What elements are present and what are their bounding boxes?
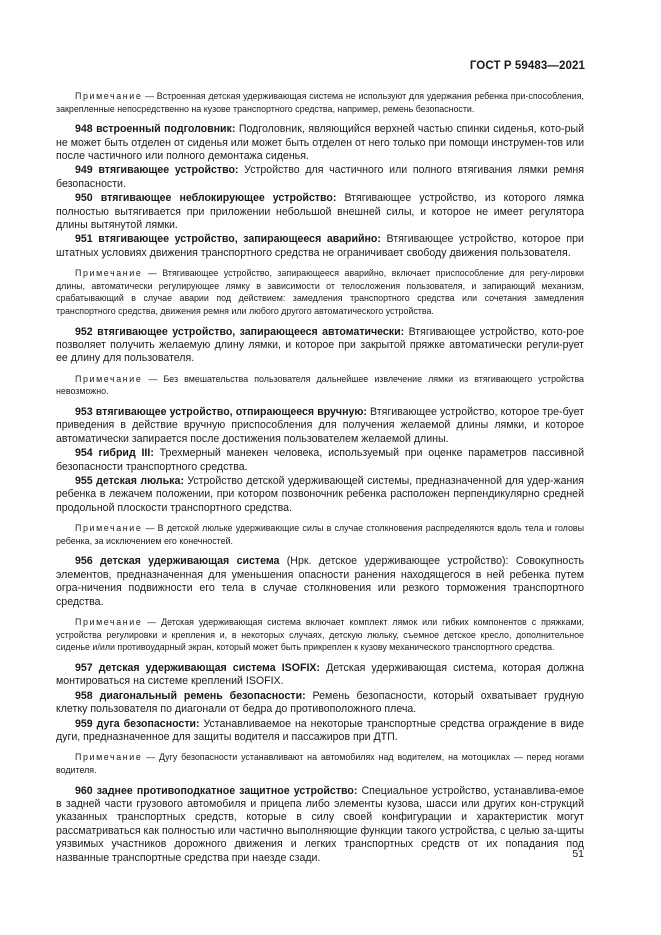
note-label: Примечание [75,523,143,534]
term-title: 949 втягивающее устройство: [75,164,239,177]
term-definition: Ремень безопасности, который охватывает грудную клетку пользователя по диагонали от бедра до противоположного плеча. [56,689,585,716]
note-paragraph [56,751,584,776]
term-entry-954 [56,447,584,474]
note-text: — Без вмешательства пользователя дальнейшее извлечение лямки из втягивающего устройства невозможно. [56,373,584,397]
term-title: 952 втягивающее устройство, запирающееся автоматически: [75,325,405,338]
term-definition: Устройство для частичного или полного втягивания лямки ремня безопасности. [56,164,584,190]
term-definition: Детская удерживающая система, которая должна монтироваться на системе креплений ISOFIX. [56,661,584,688]
term-entry-960 [56,785,584,865]
note-label: Примечание [75,91,143,101]
document-body [56,90,584,866]
term-entry-952 [56,326,584,366]
note-label: Примечание [75,617,143,628]
term-entry-951 [56,233,584,260]
term-definition: Устанавливаемое на некоторые транспортные средства ограждение в виде дуги, предназначенное для защиты водителя и пассажиров при ДТП. [56,717,584,743]
term-title: 948 встроенный подголовник: [75,123,236,136]
term-title: 950 втягивающее неблокирующее устройство: [75,192,337,205]
term-entry-950 [56,192,584,232]
term-title: 960 заднее противоподкатное защитное устройство: [75,784,358,797]
note-text: — Дугу безопасности устанавливают на автомобилях над водителем, на мотоциклах — перед ногами водителя. [56,752,584,775]
term-title: 958 диагональный ремень безопасности: [75,689,306,702]
term-definition: Устройство детской удерживающей системы, предназначенной для удер-жания ребенка в лежачем положении, при котором позвоночник ребенка расположен перпендикулярно средней продольной плоскости транспортного средства. [56,475,584,514]
note-paragraph [56,267,584,317]
term-entry-953 [56,406,584,446]
note-paragraph [56,90,584,115]
term-definition: Втягивающее устройство, которое тре-бует приведения в действие вручную приспособления для получения желаемой длины лямки, и которое автоматически запирается после достижения пользователем желаемой длины. [56,406,584,445]
term-title: 955 детская люлька: [75,475,184,488]
note-label: Примечание [75,752,143,763]
note-paragraph [56,522,584,547]
term-title: 951 втягивающее устройство, запирающееся аварийно: [75,233,381,246]
term-entry-956 [56,555,584,609]
note-text: — В детской люльке удерживающие силы в случае столкновения распределяются вдоль тела и головы ребенка, за исключением его конечностей. [56,523,584,546]
term-title: 956 детская удерживающая система [75,555,280,568]
term-title: 954 гибрид III: [75,447,154,460]
term-title: 959 дуга безопасности: [75,717,200,730]
note-text: — Втягивающее устройство, запирающееся аварийно, включает приспособление для регу-лировки длины, автоматически регулирующее лямку в зависимости от телосложения пользователя, и запирающий механизм, срабатывающий в случае аварии под действием: замедления транспортного средства или сочетания замедления транспортного средства, движения ремня или любого другого автоматического устройства. [56,268,584,317]
term-definition: Специальное устройство, устанавлива-емое в задней части грузового автомобиля и прицепа либо элементы кузова, шасси или других кон-струкций указанных транспортных средств, которые в силу своей конфигурации и характеристик могут рассматриваться как полностью или частично выполняющие функции такого устройства, с целью за-щиты уязвимых участников дорожного движения и легких транспортных средств от их попадания под названные транспортные средства при наезде сзади. [56,784,584,864]
note-text: — Детская удерживающая система включает комплект лямок или гибких компонентов с пряжками, устройства регулировки и крепления и, в некоторых случаях, детскую люльку, съемное детское кресло, дополнительное сиденье и/или противоударный экран, который может быть прикреплен к кузову механического транспортного средства. [56,617,584,653]
term-title: 957 детская удерживающая система ISOFIX: [75,661,320,674]
term-entry-948 [56,123,584,163]
term-definition: Втягивающее устройство, которое при штатных условиях движения транспортного средства не ограничивает свободу движения пользователя. [56,233,584,259]
term-definition: Подголовник, являющийся верхней частью спинки сиденья, кото-рый не может быть отделен от сиденья или может быть отделен от него только при помощи инструмен-тов или после частичного или полного демонтажа сиденья. [56,123,584,162]
term-entry-958 [56,690,584,717]
term-definition: (Нрк. детское удерживающее устройство): Совокупность элементов, предназначенная для уменьшения опасности ранения находящегося в ней ребенка путем огра-ничения подвижности его тела в случае столкновения или резкого торможения транспортного средства. [56,555,584,608]
standard-header: ГОСТ Р 59483—2021 [469,60,585,72]
note-text: — Встроенная детская удерживающая система не используют для удержания ребенка при-способления, закрепленные непосредственно на кузове транспортного средства, например, ремень безопасности. [56,91,584,114]
term-entry-949 [56,164,584,191]
term-definition: Втягивающее устройство, из которого лямка полностью вытягивается при приложении небольшой внешней силы, и которое не имеет регулятора длины вытянутой лямки. [56,192,584,232]
term-definition: Трехмерный манекен человека, используемый при оценке параметров пассивной безопасности транспортного средства. [56,447,584,473]
note-paragraph [56,616,584,654]
page-number: 51 [572,848,584,860]
term-entry-957 [56,662,584,689]
term-entry-955 [56,475,584,515]
term-entry-959 [56,718,584,745]
term-definition: Втягивающее устройство, кото-рое позволяет получить желаемую длину лямки, и которое при закрытой пряжке автоматически регули-рует ее длину для пользователя. [56,325,584,365]
term-title: 953 втягивающее устройство, отпирающееся вручную: [75,406,367,419]
note-label: Примечание [75,373,143,384]
note-label: Примечание [75,268,143,279]
note-paragraph [56,373,584,398]
